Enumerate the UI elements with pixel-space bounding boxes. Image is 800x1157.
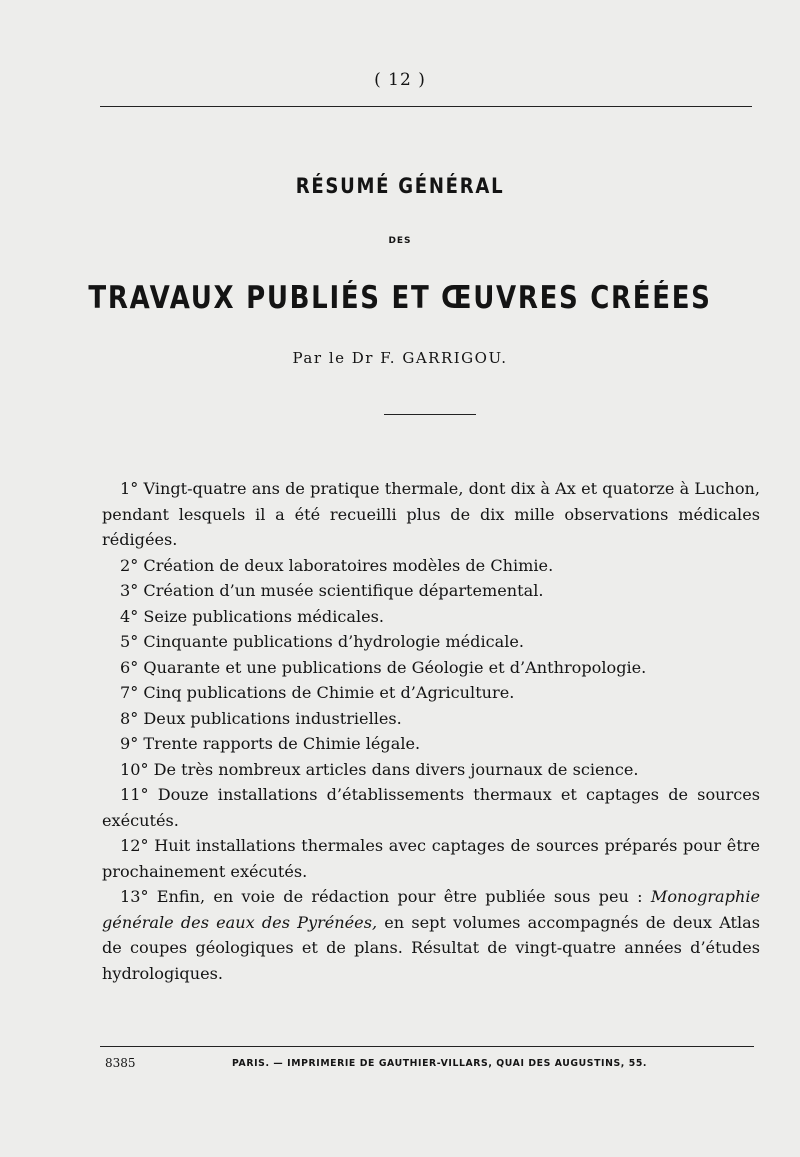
print-number: 8385 <box>105 1056 136 1070</box>
list-item: 1° Vingt-quatre ans de pratique thermale, dont dix à Ax et quatorze à Luchon, pendant lesquels il a été recueilli plus de dix mille observations médicales rédigées. <box>102 479 760 549</box>
list-item: 6° Quarante et une publications de Géologie et d’Anthropologie. <box>120 657 647 677</box>
title-connector: DES <box>388 236 412 246</box>
list-item: 3° Création d’un musée scientifique départemental. <box>120 581 544 600</box>
list-item: 4° Seize publications médicales. <box>120 606 385 626</box>
title-line-1: RÉSUMÉ GÉNÉRAL <box>295 174 505 198</box>
title-separator <box>384 414 476 415</box>
header-rule <box>100 106 752 107</box>
list-item-text: 13° Enfin, en voie de rédaction pour être publiée sous peu : <box>120 887 651 906</box>
list-item: 11° Douze installations d’établissements thermaux et captages de sources exécutés. <box>102 785 760 830</box>
list-item: 2° Création de deux laboratoires modèles de Chimie. <box>120 555 554 575</box>
author-byline: Par le Dr F. GARRIGOU. <box>292 349 508 367</box>
list-item: 5° Cinquante publications d’hydrologie médicale. <box>120 632 524 651</box>
monograph-title: Monographie générale des eaux des Pyrénées, <box>102 887 760 932</box>
list-item-text: en sept volumes accompagnés de deux Atlas de coupes géologiques et de plans. Résultat de vingt-quatre années d’études hydrologiques. <box>102 912 761 983</box>
page-number: ( 12 ) <box>374 70 426 90</box>
list-item: 7° Cinq publications de Chimie et d’Agriculture. <box>120 683 515 702</box>
footer-rule <box>100 1046 754 1047</box>
works-list <box>102 476 760 986</box>
list-item <box>102 884 760 986</box>
list-item: 10° De très nombreux articles dans divers journaux de science. <box>120 759 639 779</box>
list-item: 12° Huit installations thermales avec captages de sources préparés pour être prochainement exécutés. <box>102 836 760 881</box>
printer-imprint: PARIS. — IMPRIMERIE DE GAUTHIER-VILLARS, QUAI DES AUGUSTINS, 55. <box>232 1058 648 1069</box>
title-line-2: TRAVAUX PUBLIÉS ET ŒUVRES CRÉÉES <box>88 280 712 316</box>
list-item: 9° Trente rapports de Chimie légale. <box>120 734 421 753</box>
list-item: 8° Deux publications industrielles. <box>120 708 402 728</box>
